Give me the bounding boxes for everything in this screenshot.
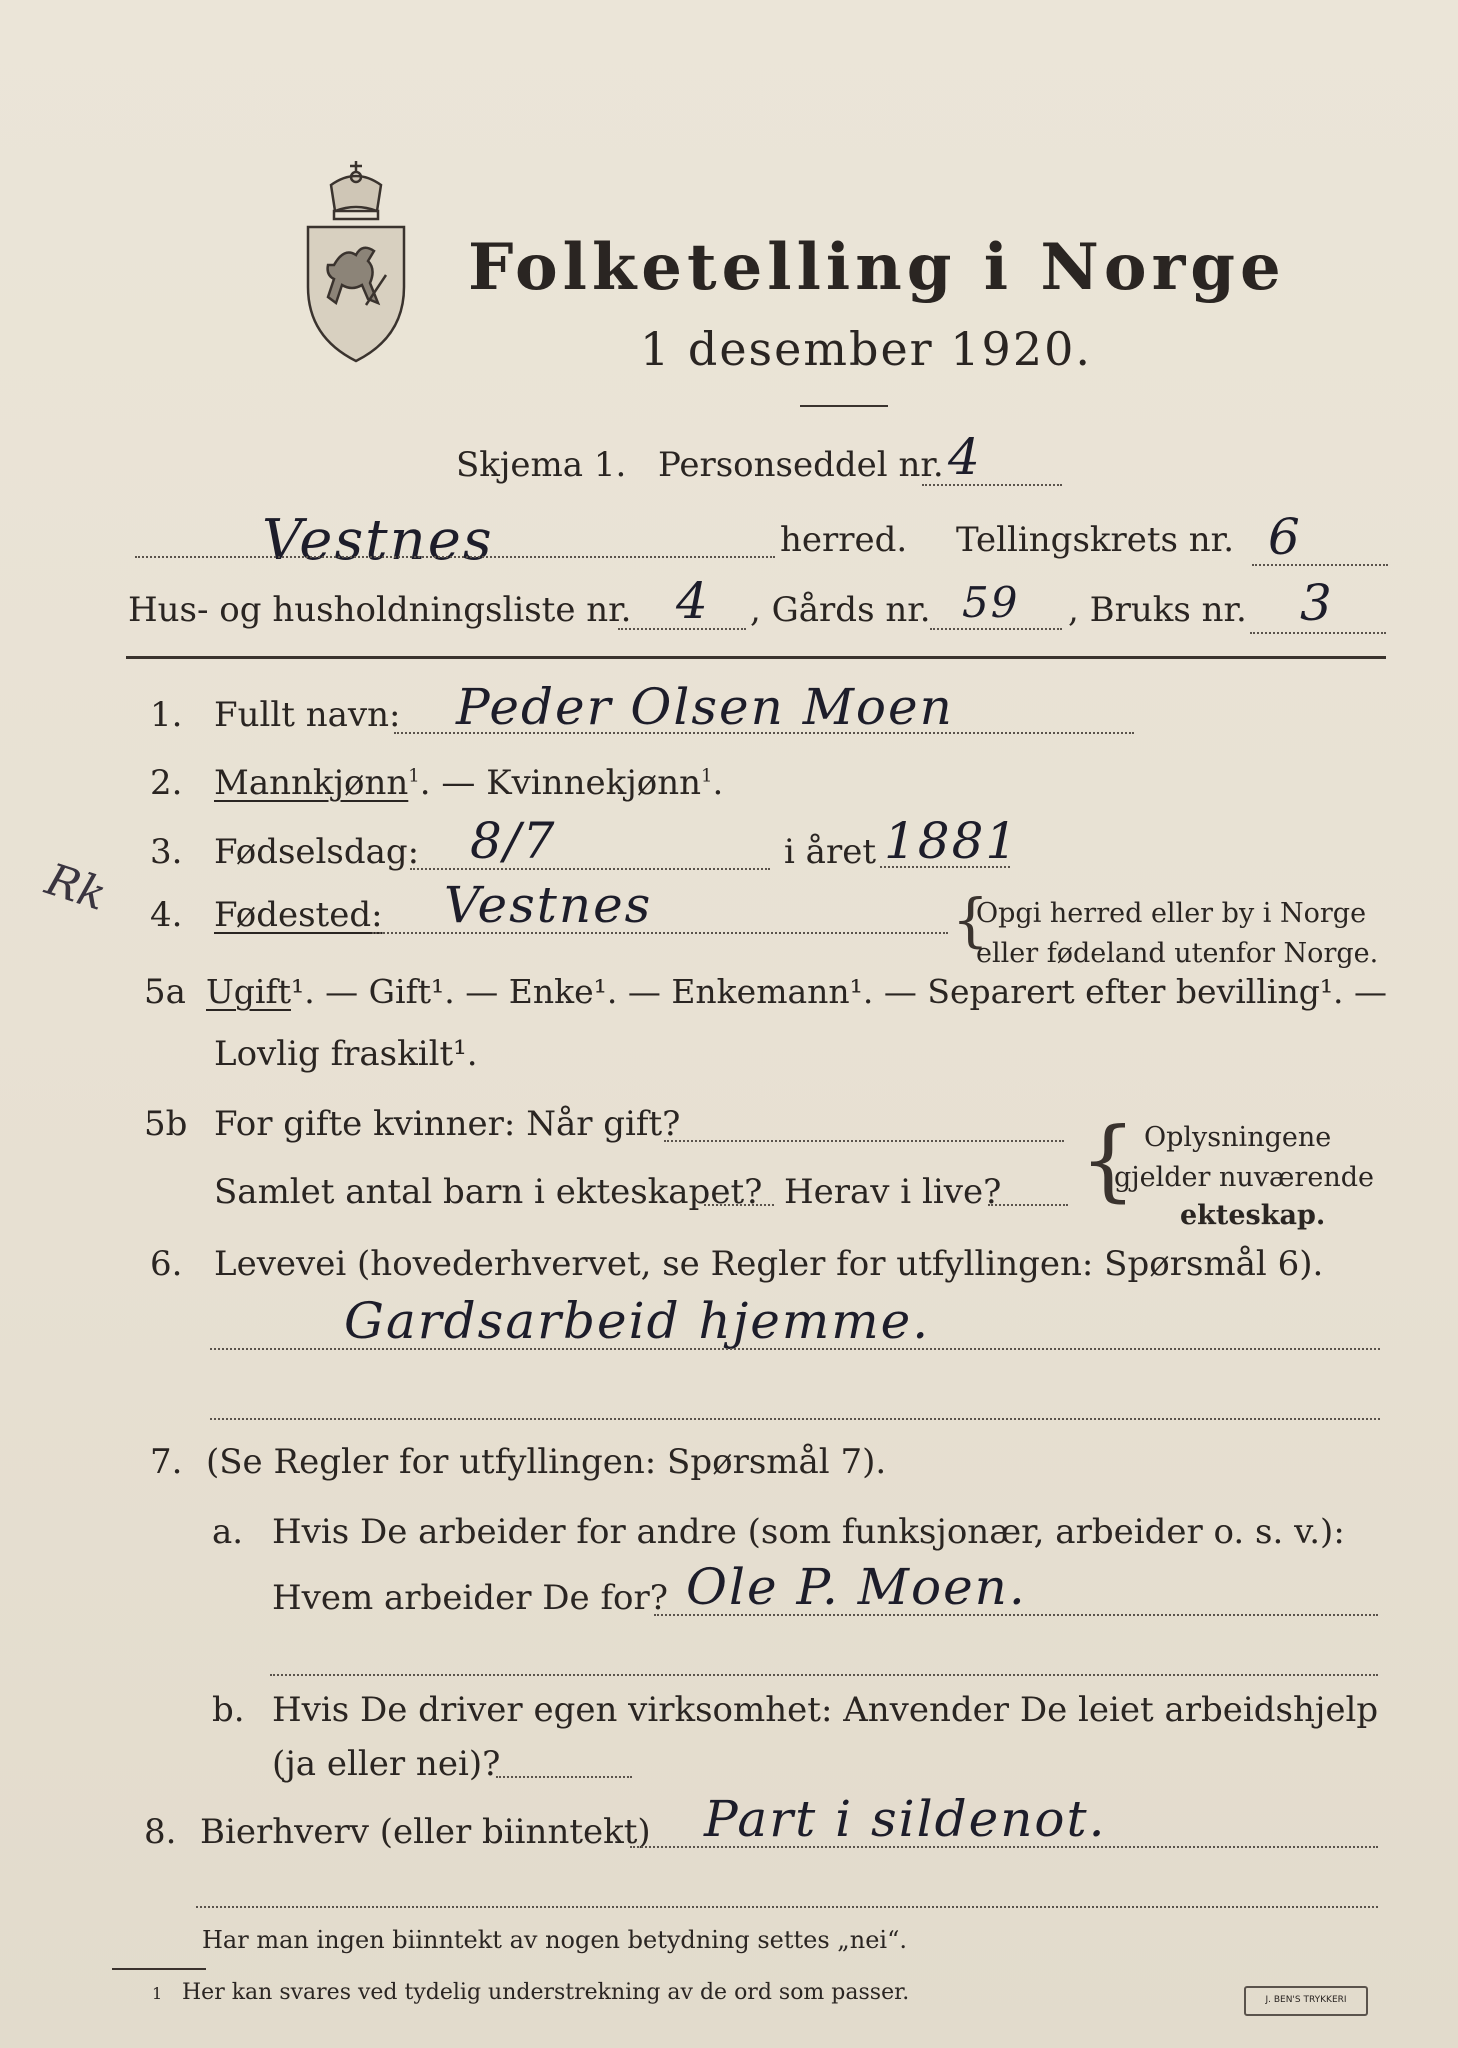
form-title: Folketelling i Norge xyxy=(468,230,1286,305)
hus-label: Hus- og husholdningsliste nr. xyxy=(128,590,632,630)
full-name-value[interactable]: Peder Olsen Moen xyxy=(456,678,954,736)
side-income-line-2 xyxy=(196,1906,1378,1908)
schema-label: Skjema 1. xyxy=(456,445,627,485)
marriage-note-brace: { xyxy=(1080,1108,1136,1211)
children-alive-line xyxy=(988,1204,1068,1206)
tellingskrets-line xyxy=(1252,564,1388,566)
occupation-line-1 xyxy=(210,1348,1380,1350)
no-income-note: Har man ingen biinntekt av nogen betydning settes „nei“. xyxy=(202,1926,907,1954)
gender-female-option[interactable]: Kvinnekjønn xyxy=(486,763,701,803)
q4-label: Fødested: xyxy=(214,895,383,935)
birth-date-line xyxy=(410,868,770,870)
side-income-value[interactable]: Part i sildenot. xyxy=(704,1790,1107,1848)
gender-end: . xyxy=(712,763,724,803)
q6-label: Levevei (hovederhvervet, se Regler for utfyllingen: Spørsmål 6). xyxy=(214,1244,1324,1284)
footnote-ref: 1 xyxy=(408,765,420,787)
occupation-value[interactable]: Gardsarbeid hjemme. xyxy=(344,1292,931,1350)
birthplace-line xyxy=(372,932,948,934)
gards-value[interactable]: 59 xyxy=(962,578,1020,627)
q1-label: Fullt navn: xyxy=(214,695,401,735)
marital-fraskilt-option[interactable]: Lovlig fraskilt¹. xyxy=(214,1034,478,1074)
birthplace-value[interactable]: Vestnes xyxy=(444,876,653,934)
q7-number: 7. xyxy=(150,1442,183,1482)
q7-label: (Se Regler for utfyllingen: Spørsmål 7). xyxy=(206,1442,887,1482)
note-brace: { xyxy=(952,886,989,954)
birthplace-note-2: eller fødeland utenfor Norge. xyxy=(976,938,1379,969)
footnote-mark: 1 xyxy=(152,1984,163,2003)
header-rule xyxy=(126,656,1386,659)
footnote-rule xyxy=(112,1968,206,1970)
bruks-value[interactable]: 3 xyxy=(1300,574,1334,632)
footnote-ref: 1 xyxy=(701,765,713,787)
hus-line xyxy=(618,628,746,630)
children-count-line xyxy=(704,1204,774,1206)
gards-label: , Gårds nr. xyxy=(750,590,931,630)
q3-number: 3. xyxy=(150,832,183,872)
q6-number: 6. xyxy=(150,1244,183,1284)
gards-line xyxy=(930,628,1062,630)
q7b-letter: b. xyxy=(212,1690,245,1730)
married-when-line xyxy=(664,1140,1064,1142)
hired-help-line xyxy=(496,1776,632,1778)
birth-date-value[interactable]: 8/7 xyxy=(470,812,557,870)
q7b-line-2: (ja eller nei)? xyxy=(272,1744,501,1784)
birth-year-line xyxy=(880,866,1010,868)
gender-separator: . — xyxy=(419,763,487,803)
margin-mark: Rk xyxy=(39,854,113,921)
title-divider xyxy=(800,405,888,407)
q8-label: Bierhverv (eller biinntekt) xyxy=(200,1812,651,1852)
gender-options[interactable] xyxy=(214,763,723,803)
birthplace-note-1: Opgi herred eller by i Norge xyxy=(976,898,1367,929)
birth-year-value[interactable]: 1881 xyxy=(884,812,1020,870)
q1-number: 1. xyxy=(150,695,183,735)
personseddel-value[interactable]: 4 xyxy=(948,428,982,486)
marital-ugift-option[interactable]: Ugift xyxy=(206,972,291,1011)
herred-line xyxy=(135,556,775,558)
children-alive-label: Herav i live? xyxy=(784,1172,1002,1212)
herred-value[interactable]: Vestnes xyxy=(262,508,494,573)
q7b-line-1: Hvis De driver egen virksomhet: Anvender De leiet arbeidshjelp xyxy=(272,1690,1379,1730)
gender-male-option[interactable]: Mannkjønn xyxy=(214,763,409,803)
full-name-line xyxy=(394,732,1134,734)
q2-number: 2. xyxy=(150,763,183,803)
q8-number: 8. xyxy=(144,1812,177,1852)
marriage-note-3: ekteskap. xyxy=(1180,1200,1326,1231)
q5a-number: 5a xyxy=(144,972,186,1012)
tellingskrets-label: Tellingskrets nr. xyxy=(956,520,1235,560)
q7a-letter: a. xyxy=(212,1512,244,1552)
q5b-number: 5b xyxy=(144,1104,188,1144)
printer-stamp-text: J. BEN'S TRYKKERI xyxy=(1265,1995,1347,2005)
birth-year-label: i året xyxy=(784,832,876,872)
married-when-label: For gifte kvinner: Når gift? xyxy=(214,1104,681,1144)
coat-of-arms-icon xyxy=(296,155,416,365)
hus-value[interactable]: 4 xyxy=(676,572,710,630)
q3-label: Fødselsdag: xyxy=(214,832,420,872)
employer-value[interactable]: Ole P. Moen. xyxy=(686,1558,1027,1616)
bruks-line xyxy=(1250,632,1386,634)
personseddel-line xyxy=(922,484,1062,486)
printer-stamp xyxy=(1244,1986,1368,2016)
occupation-line-2 xyxy=(210,1418,1380,1420)
marriage-note-1: Oplysningene xyxy=(1144,1122,1332,1153)
herred-label: herred. xyxy=(780,520,908,560)
footnote-text: Her kan svares ved tydelig understrekning av de ord som passer. xyxy=(182,1980,910,2005)
marital-other-options[interactable]: ¹. — Gift¹. — Enke¹. — Enkemann¹. — Separert efter bevilling¹. — xyxy=(290,972,1388,1011)
marriage-note-2: gjelder nuværende xyxy=(1114,1162,1374,1193)
marital-status-options[interactable] xyxy=(206,972,1387,1011)
q4-number: 4. xyxy=(150,895,183,935)
children-count-label: Samlet antal barn i ekteskapet? xyxy=(214,1172,763,1212)
employer-line-1 xyxy=(654,1614,1378,1616)
q7a-line-2: Hvem arbeider De for? xyxy=(272,1578,668,1618)
personseddel-label: Personseddel nr. xyxy=(658,445,944,485)
employer-line-2 xyxy=(270,1674,1378,1676)
tellingskrets-value[interactable]: 6 xyxy=(1268,508,1302,566)
census-date: 1 desember 1920. xyxy=(640,322,1092,376)
side-income-line-1 xyxy=(630,1846,1378,1848)
q7a-line-1: Hvis De arbeider for andre (som funksjonær, arbeider o. s. v.): xyxy=(272,1512,1345,1552)
bruks-label: , Bruks nr. xyxy=(1068,590,1247,630)
